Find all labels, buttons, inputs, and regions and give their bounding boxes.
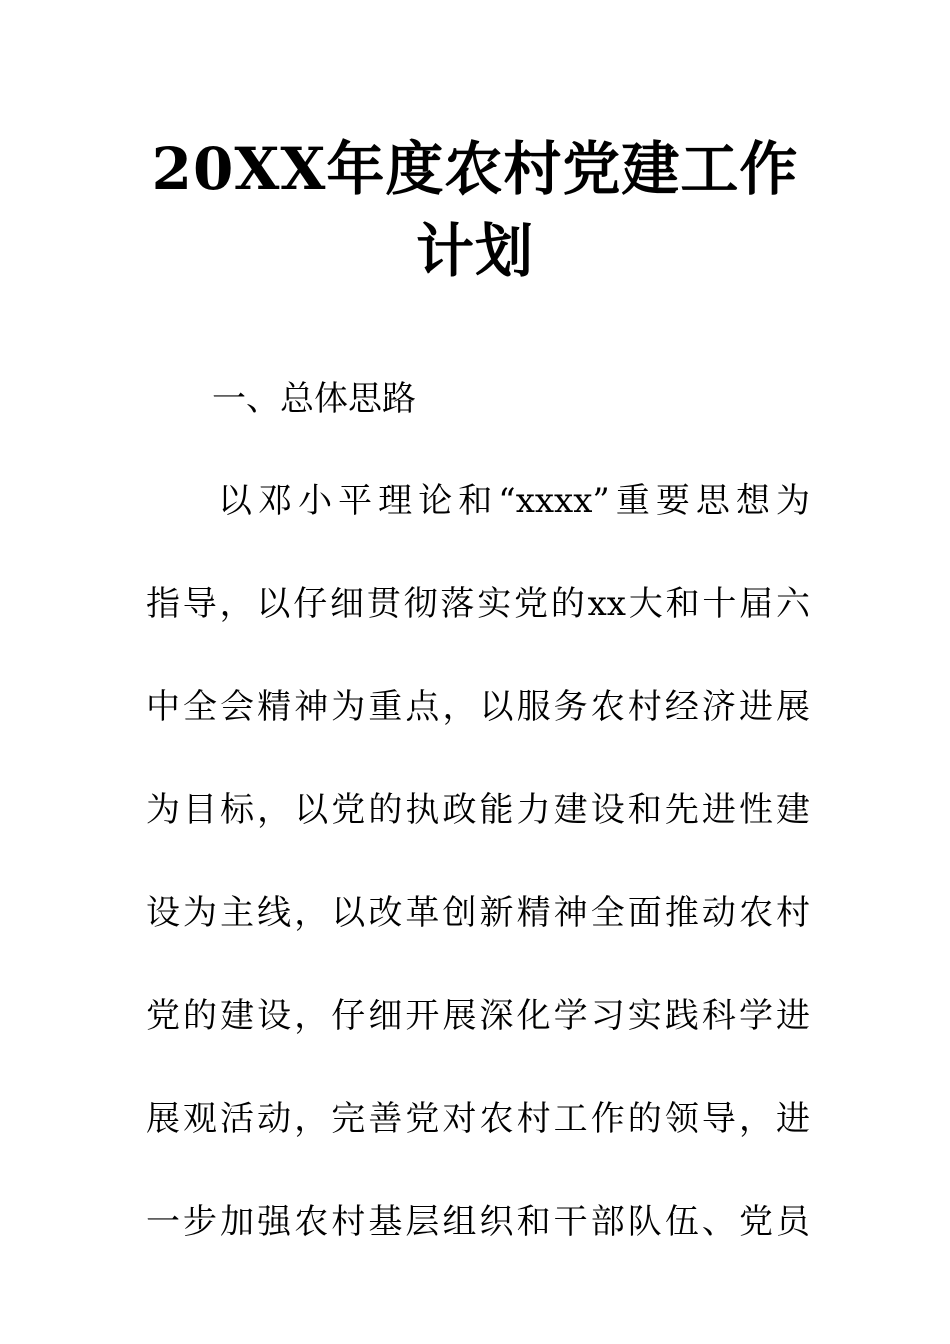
body-line: 指导，以仔细贯彻落实党的xx大和十届六 [146,584,810,624]
body-line: 以邓小平理论和“xxxx”重要思想为 [218,481,810,521]
body-line: 党的建设，仔细开展深化学习实践科学进 [146,996,810,1036]
section-heading: 一、总体思路 [212,379,416,419]
body-paragraph [146,470,810,1294]
body-line: 一步加强农村基层组织和干部队伍、党员 [146,1202,810,1242]
body-line: 为目标，以党的执政能力建设和先进性建 [146,790,810,830]
document-title: 20XX年度农村党建工作计划 [151,135,799,285]
body-line: 设为主线，以改革创新精神全面推动农村 [146,893,810,933]
body-line: 展观活动，完善党对农村工作的领导，进 [146,1099,810,1139]
body-line: 中全会精神为重点，以服务农村经济进展 [146,687,810,727]
